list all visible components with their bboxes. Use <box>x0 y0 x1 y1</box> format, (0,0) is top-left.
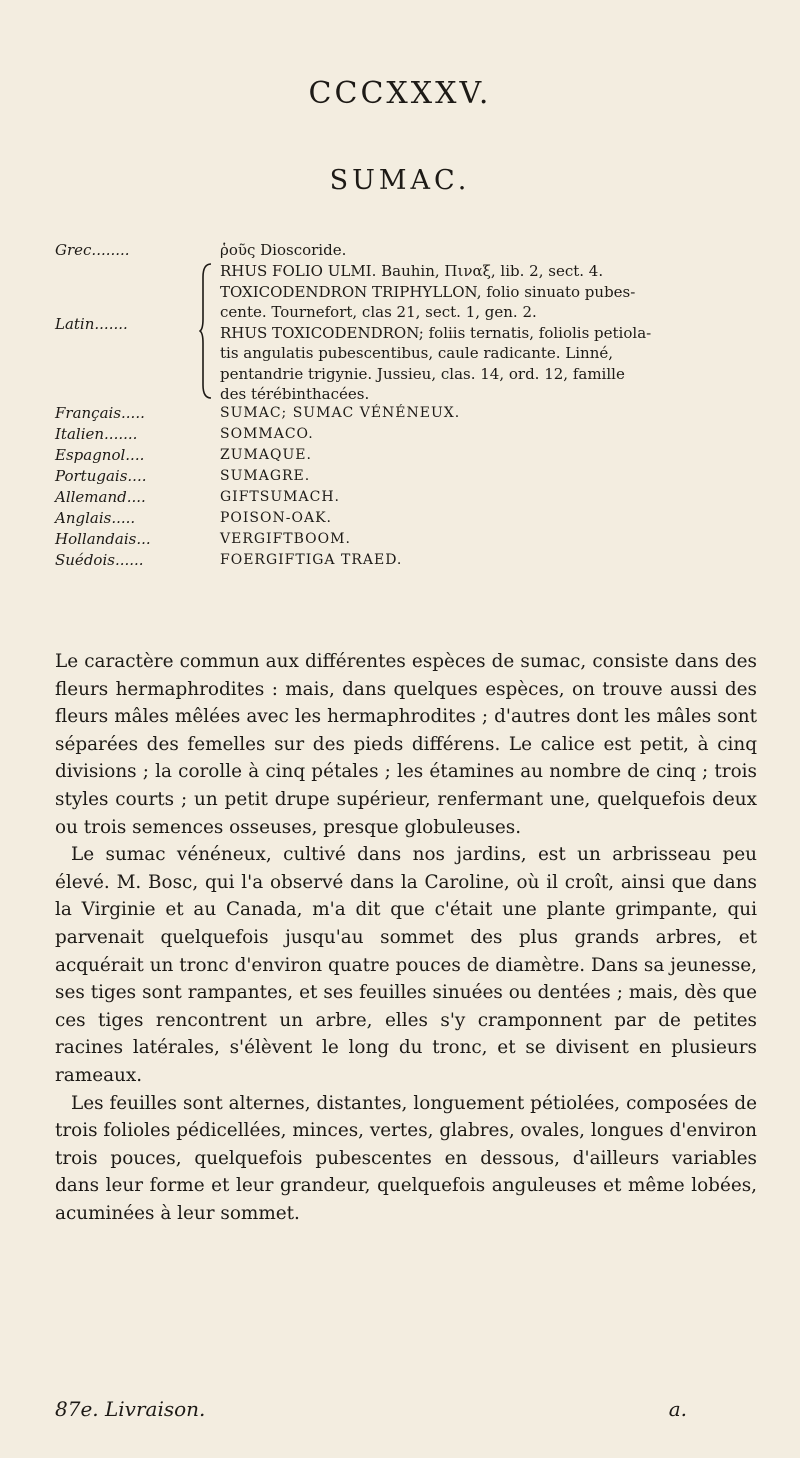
latin-line: pentandrie trigynie. Jussieu, clas. 14, ord. 12, famille <box>220 364 625 383</box>
language-label: Portugais.... <box>55 467 147 485</box>
name-value: POISON-OAK. <box>220 510 332 526</box>
name-value: FOERGIFTIGA TRAED. <box>220 552 403 568</box>
name-value: SUMAGRE. <box>220 468 311 484</box>
name-row-latin <box>55 261 755 403</box>
body-text <box>55 648 757 1227</box>
latin-line: des térébinthacées. <box>220 385 370 403</box>
name-row-allemand <box>55 487 755 508</box>
latin-synonyms <box>220 261 760 405</box>
name-value: GIFTSUMACH. <box>220 489 340 505</box>
paragraph: Le caractère commun aux différentes espèces de sumac, consiste dans des fleurs hermaphrodites : mais, dans quelques espèces, on trouve aussi des fleurs mâles mêlées avec les hermaphrodites ; d'autres dont les mâles sont séparées des femelles sur des pieds différens. Le calice est petit, à cinq divisions ; la corolle à cinq pétales ; les étamines au nombre de cinq ; trois styles courts ; un petit drupe supérieur, renfermant une, quelquefois deux ou trois semences osseuses, presque globuleuses. <box>55 651 757 838</box>
language-label: Latin....... <box>55 315 128 333</box>
name-row-grec <box>55 240 755 261</box>
language-label: Suédois...... <box>55 551 144 569</box>
name-value: SOMMACO. <box>220 426 314 442</box>
name-value: VERGIFTBOOM. <box>220 531 351 547</box>
language-label: Allemand.... <box>55 488 146 506</box>
language-label: Hollandais... <box>55 530 151 548</box>
latin-line: cente. Tournefort, clas 21, sect. 1, gen. 2. <box>220 303 537 321</box>
latin-line: TOXICODENDRON TRIPHYLLON, folio sinuato pubes- <box>220 282 636 301</box>
name-row-portugais <box>55 466 755 487</box>
signature-mark: a. <box>668 1397 687 1421</box>
page-title: SUMAC. <box>329 165 471 196</box>
name-row-suedois <box>55 550 755 571</box>
latin-line: tis angulatis pubescentibus, caule radicante. Linné, <box>220 344 614 362</box>
name-row-francais <box>55 403 755 424</box>
language-label: Français..... <box>55 404 145 422</box>
name-row-anglais <box>55 508 755 529</box>
language-label: Anglais..... <box>55 509 136 527</box>
paragraph: Les feuilles sont alternes, distantes, longuement pétiolées, composées de trois folioles pédicellées, minces, vertes, glabres, ovales, longues d'environ trois pouces, quelquefois pubescentes en dessous, d'ailleurs variables dans leur forme et leur grandeur, quelquefois anguleuses et même lobées, acuminées à leur sommet. <box>55 1092 757 1224</box>
plate-number: CCCXXXV. <box>308 76 492 111</box>
latin-line: RHUS TOXICODENDRON; foliis ternatis, foliolis petiola- <box>220 323 652 342</box>
latin-line: RHUS FOLIO ULMI. Bauhin, Πιναξ, lib. 2, sect. 4. <box>220 262 604 280</box>
name-row-italien <box>55 424 755 445</box>
name-row-hollandais <box>55 529 755 550</box>
vernacular-names-table <box>55 240 755 571</box>
livraison-label: 87e. Livraison. <box>55 1397 206 1421</box>
language-label: Grec........ <box>55 241 130 259</box>
name-row-espagnol <box>55 445 755 466</box>
name-value: ῥοῦς Dioscoride. <box>220 241 347 259</box>
name-value: ZUMAQUE. <box>220 447 312 463</box>
paragraph: Le sumac vénéneux, cultivé dans nos jardins, est un arbrisseau peu élevé. M. Bosc, qui l'a observé dans la Caroline, où il croît, ainsi que dans la Virginie et au Canada, m'a dit que c'était une plante grimpante, qui parvenait quelquefois jusqu'au sommet des plus grands arbres, et acquérait un tronc d'environ quatre pouces de diamètre. Dans sa jeunesse, ses tiges sont rampantes, et ses feuilles sinuées ou dentées ; mais, dès que ces tiges rencontrent un arbre, elles s'y cramponnent par de petites racines latérales, s'élèvent le long du tronc, et se divisent en plusieurs rameaux. <box>55 844 757 1086</box>
language-label: Espagnol.... <box>55 446 145 464</box>
name-value: SUMAC; SUMAC VÉNÉNEUX. <box>220 405 461 421</box>
brace-icon <box>199 263 213 399</box>
language-label: Italien....... <box>55 425 138 443</box>
